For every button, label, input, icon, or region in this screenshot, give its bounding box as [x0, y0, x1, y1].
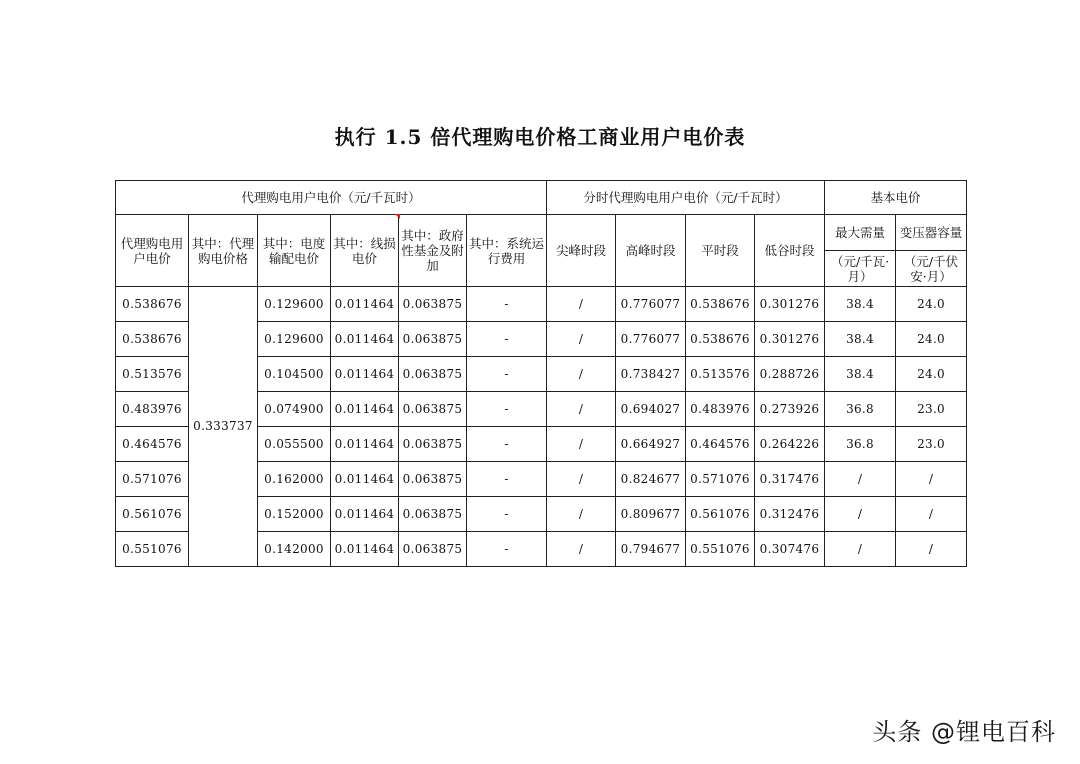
header-agent-group: 代理购电用户电价（元/千瓦时）: [116, 181, 547, 215]
header-transmission: 其中：电度输配电价: [258, 215, 331, 287]
cell-system-fee: -: [467, 322, 547, 357]
cell-agent-price: 0.483976: [116, 392, 189, 427]
cell-transmission: 0.074900: [258, 392, 331, 427]
cell-peak: 0.776077: [616, 322, 686, 357]
cell-peak: 0.776077: [616, 287, 686, 322]
cell-max-demand: /: [825, 462, 896, 497]
unit-transformer: （元/千伏安·月）: [896, 251, 967, 287]
header-basic-group: 基本电价: [825, 181, 967, 215]
cell-flat: 0.483976: [686, 392, 755, 427]
cell-government-fund: 0.063875: [399, 497, 467, 532]
cell-agent-price: 0.513576: [116, 357, 189, 392]
cell-peak: 0.664927: [616, 427, 686, 462]
header-row-groups: [116, 181, 967, 215]
header-flat: 平时段: [686, 215, 755, 287]
cell-transmission: 0.129600: [258, 287, 331, 322]
cell-sharp-peak: /: [547, 357, 616, 392]
cell-flat: 0.571076: [686, 462, 755, 497]
cell-line-loss: 0.011464: [331, 392, 399, 427]
cell-sharp-peak: /: [547, 287, 616, 322]
cell-sharp-peak: /: [547, 497, 616, 532]
cell-max-demand: 36.8: [825, 392, 896, 427]
cell-transmission: 0.152000: [258, 497, 331, 532]
cell-line-loss: 0.011464: [331, 322, 399, 357]
cell-government-fund: 0.063875: [399, 532, 467, 567]
cell-peak: 0.738427: [616, 357, 686, 392]
cell-peak: 0.794677: [616, 532, 686, 567]
cell-transformer: 24.0: [896, 357, 967, 392]
cell-sharp-peak: /: [547, 532, 616, 567]
cell-line-loss: 0.011464: [331, 532, 399, 567]
document-title: 执行 1.5 倍代理购电价格工商业用户电价表: [334, 125, 746, 149]
cell-transformer: 23.0: [896, 392, 967, 427]
cell-max-demand: 38.4: [825, 287, 896, 322]
cell-system-fee: -: [467, 497, 547, 532]
cell-max-demand: /: [825, 497, 896, 532]
cell-agent-price: 0.538676: [116, 287, 189, 322]
cell-line-loss: 0.011464: [331, 357, 399, 392]
header-sharp-peak: 尖峰时段: [547, 215, 616, 287]
comment-marker-icon: [395, 214, 400, 219]
cell-transmission: 0.104500: [258, 357, 331, 392]
cell-valley: 0.288726: [755, 357, 825, 392]
table-body: [116, 287, 967, 567]
cell-agent-price: 0.538676: [116, 322, 189, 357]
cell-government-fund: 0.063875: [399, 392, 467, 427]
cell-system-fee: -: [467, 427, 547, 462]
cell-max-demand: 36.8: [825, 427, 896, 462]
cell-agent-price: 0.571076: [116, 462, 189, 497]
cell-flat: 0.538676: [686, 287, 755, 322]
unit-max-demand: （元/千瓦·月）: [825, 251, 896, 287]
header-valley: 低谷时段: [755, 215, 825, 287]
cell-valley: 0.264226: [755, 427, 825, 462]
cell-government-fund: 0.063875: [399, 322, 467, 357]
cell-government-fund: 0.063875: [399, 427, 467, 462]
cell-transformer: 24.0: [896, 287, 967, 322]
cell-sharp-peak: /: [547, 427, 616, 462]
cell-transformer: /: [896, 462, 967, 497]
cell-flat: 0.551076: [686, 532, 755, 567]
cell-line-loss: 0.011464: [331, 287, 399, 322]
cell-agent-price: 0.464576: [116, 427, 189, 462]
cell-system-fee: -: [467, 287, 547, 322]
cell-sharp-peak: /: [547, 392, 616, 427]
cell-flat: 0.464576: [686, 427, 755, 462]
cell-sharp-peak: /: [547, 322, 616, 357]
header-line-loss: 其中：线损电价: [331, 215, 399, 287]
cell-system-fee: -: [467, 392, 547, 427]
cell-line-loss: 0.011464: [331, 462, 399, 497]
cell-transmission: 0.055500: [258, 427, 331, 462]
cell-transmission: 0.142000: [258, 532, 331, 567]
cell-flat: 0.561076: [686, 497, 755, 532]
cell-valley: 0.312476: [755, 497, 825, 532]
cell-agent-purchase-merged: 0.333737: [189, 287, 258, 567]
cell-max-demand: /: [825, 532, 896, 567]
cell-government-fund: 0.063875: [399, 462, 467, 497]
cell-sharp-peak: /: [547, 462, 616, 497]
header-agent-purchase: 其中：代理购电价格: [189, 215, 258, 287]
cell-peak: 0.694027: [616, 392, 686, 427]
cell-valley: 0.301276: [755, 322, 825, 357]
cell-system-fee: -: [467, 532, 547, 567]
cell-transformer: 24.0: [896, 322, 967, 357]
cell-transformer: 23.0: [896, 427, 967, 462]
electricity-price-table: [115, 180, 967, 567]
header-system-fee: 其中：系统运行费用: [467, 215, 547, 287]
cell-flat: 0.513576: [686, 357, 755, 392]
cell-peak: 0.824677: [616, 462, 686, 497]
cell-peak: 0.809677: [616, 497, 686, 532]
header-transformer: 变压器容量: [896, 215, 967, 251]
header-government-fund: 其中：政府性基金及附加: [399, 215, 467, 287]
cell-valley: 0.301276: [755, 287, 825, 322]
cell-government-fund: 0.063875: [399, 357, 467, 392]
cell-valley: 0.273926: [755, 392, 825, 427]
table-row: [116, 287, 967, 322]
cell-line-loss: 0.011464: [331, 427, 399, 462]
cell-transmission: 0.129600: [258, 322, 331, 357]
cell-valley: 0.317476: [755, 462, 825, 497]
cell-transmission: 0.162000: [258, 462, 331, 497]
header-tou-group: 分时代理购电用户电价（元/千瓦时）: [547, 181, 825, 215]
header-row-columns: [116, 215, 967, 251]
cell-government-fund: 0.063875: [399, 287, 467, 322]
cell-transformer: /: [896, 532, 967, 567]
cell-agent-price: 0.551076: [116, 532, 189, 567]
cell-transformer: /: [896, 497, 967, 532]
cell-valley: 0.307476: [755, 532, 825, 567]
cell-flat: 0.538676: [686, 322, 755, 357]
cell-agent-price: 0.561076: [116, 497, 189, 532]
cell-system-fee: -: [467, 357, 547, 392]
cell-max-demand: 38.4: [825, 322, 896, 357]
header-max-demand: 最大需量: [825, 215, 896, 251]
cell-line-loss: 0.011464: [331, 497, 399, 532]
cell-system-fee: -: [467, 462, 547, 497]
header-agent-price: 代理购电用户电价: [116, 215, 189, 287]
header-peak: 高峰时段: [616, 215, 686, 287]
cell-max-demand: 38.4: [825, 357, 896, 392]
watermark: 头条 @锂电百科: [872, 718, 1056, 746]
